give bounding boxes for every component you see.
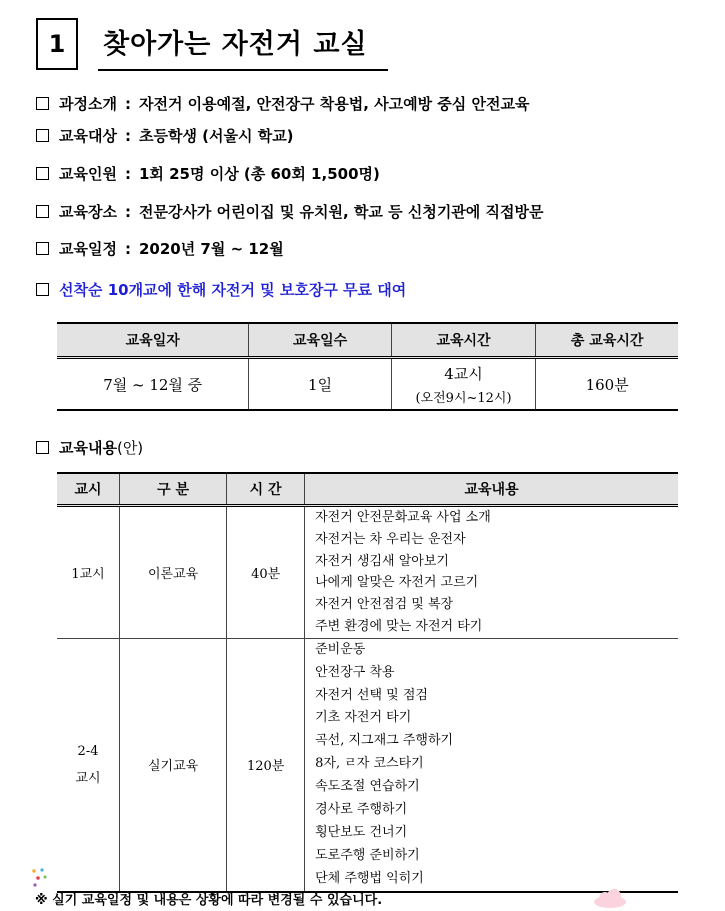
info-value: 자전거 이용예절, 안전장구 착용법, 사고예방 중심 안전교육 (138, 95, 530, 113)
total-cell: 160분 (536, 358, 678, 411)
table-row (57, 358, 678, 411)
table-row (57, 506, 678, 639)
period-line: 교시 (75, 770, 101, 786)
info-value: 2020년 7월 ~ 12월 (138, 240, 284, 258)
info-label: 교육일정 (59, 240, 117, 258)
header-cell: 구 분 (120, 473, 227, 506)
info-value: 초등학생 (서울시 학교) (138, 127, 294, 145)
header-cell: 교육시간 (391, 323, 536, 358)
confetti-dots-icon (30, 867, 50, 891)
date-cell: 7월 ~ 12월 중 (57, 358, 249, 411)
time-cell (391, 358, 536, 411)
section-number: 1 (36, 18, 78, 70)
list-item: 자전거 안전점검 및 복장 (315, 597, 454, 613)
page-title: 찾아가는 자전거 교실 (103, 29, 368, 60)
category-cell: 실기교육 (120, 638, 227, 891)
footnote: ※ 실기 교육일정 및 내용은 상황에 따라 변경될 수 있습니다. (35, 893, 383, 908)
schedule-table (57, 322, 678, 411)
items-cell (305, 638, 678, 891)
list-item: 자전거는 차 우리는 운전자 (315, 531, 466, 547)
list-item: 곡선, 지그재그 주행하기 (315, 733, 454, 749)
item-list (305, 507, 678, 638)
info-item-schedule: 교육일정 : 2020년 7월 ~ 12월 (36, 238, 284, 259)
period-line: 2-4 (77, 743, 99, 759)
info-item-target: 교육대상 : 초등학생 (서울시 학교) (36, 125, 294, 146)
info-highlight (36, 279, 406, 300)
info-item-headcount: 교육인원 : 1회 25명 이상 (총 60회 1,500명) (36, 163, 380, 184)
info-label: 교육대상 (59, 127, 117, 145)
duration-cell: 120분 (227, 638, 305, 891)
header-cell: 교시 (57, 473, 120, 506)
checkbox-icon (36, 97, 49, 110)
content-table (57, 472, 678, 893)
info-value: 전문강사가 어린이집 및 유치원, 학교 등 신청기관에 직접방문 (138, 203, 544, 221)
list-item: 나에게 알맞은 자전거 고르기 (315, 575, 479, 591)
table-header-row (57, 473, 678, 506)
item-list (305, 639, 678, 891)
info-item-location: 교육장소 : 전문강사가 어린이집 및 유치원, 학교 등 신청기관에 직접방문 (36, 201, 543, 222)
list-item: 도로주행 준비하기 (315, 847, 420, 863)
title-underline (98, 69, 388, 71)
content-heading-suffix: (안) (116, 439, 144, 457)
duration-cell: 40분 (227, 506, 305, 639)
header-cell: 총 교육시간 (536, 323, 678, 358)
checkbox-icon (36, 129, 49, 142)
highlight-text: 선착순 10개교에 한해 자전거 및 보호장구 무료 대여 (59, 281, 407, 299)
list-item: 자전거 생김새 알아보기 (315, 553, 449, 569)
list-item: 준비운동 (315, 641, 366, 657)
time-detail: (오전9시~12시) (415, 390, 512, 406)
list-item: 안전장구 착용 (315, 664, 395, 680)
list-item: 자전거 안전문화교육 사업 소개 (315, 510, 491, 525)
content-heading-label: 교육내용 (59, 439, 117, 457)
period-cell (57, 638, 120, 891)
category-cell: 이론교육 (120, 506, 227, 639)
checkbox-icon (36, 283, 49, 296)
checkbox-icon (36, 441, 49, 454)
checkbox-icon (36, 242, 49, 255)
info-label: 교육장소 (59, 203, 117, 221)
cloud-icon (592, 888, 628, 908)
list-item: 단체 주행법 익히기 (315, 870, 424, 886)
table-header-row (57, 323, 678, 358)
info-value: 1회 25명 이상 (총 60회 1,500명) (138, 165, 380, 183)
header-cell: 교육일수 (249, 323, 391, 358)
list-item: 횡단보도 건너기 (315, 824, 408, 840)
period-cell: 1교시 (57, 506, 120, 639)
time-value: 4교시 (444, 364, 483, 383)
checkbox-icon (36, 205, 49, 218)
items-cell (305, 506, 678, 639)
header-cell: 교육내용 (305, 473, 678, 506)
info-label: 과정소개 (59, 95, 117, 113)
list-item: 속도조절 연습하기 (315, 779, 420, 795)
list-item: 주변 환경에 맞는 자전거 타기 (315, 618, 483, 634)
days-cell: 1일 (249, 358, 391, 411)
list-item: 경사로 주행하기 (315, 802, 408, 818)
content-heading (36, 437, 143, 458)
header-cell: 시 간 (227, 473, 305, 506)
table-row (57, 638, 678, 891)
list-item: 자전거 선택 및 점검 (315, 687, 428, 703)
info-label: 교육인원 (59, 165, 117, 183)
checkbox-icon (36, 167, 49, 180)
header-cell: 교육일자 (57, 323, 249, 358)
info-item-course: 과정소개 : 자전거 이용예절, 안전장구 착용법, 사고예방 중심 안전교육 (36, 93, 529, 114)
list-item: 기초 자전거 타기 (315, 710, 412, 726)
list-item: 8자, ㄹ자 코스타기 (315, 756, 424, 772)
